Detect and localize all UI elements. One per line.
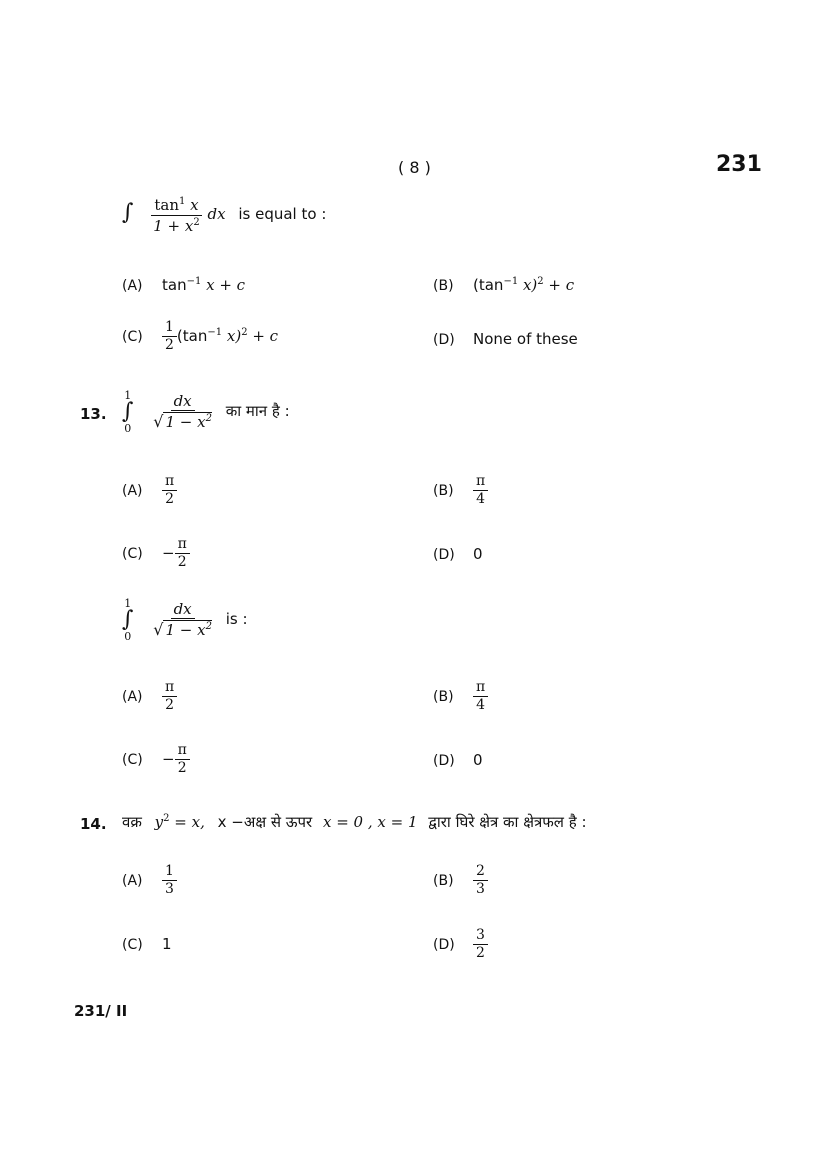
page-number: ( 8 ) bbox=[398, 158, 431, 177]
q12-option-d: (D) None of these bbox=[433, 330, 578, 348]
definite-integral: 1 ∫ 0 bbox=[122, 597, 134, 643]
q13-hindi-option-a: (A) $\frac{\pi}{2}$ bbox=[122, 474, 177, 508]
q12-option-a: (A) $\tan^{-1} x + c$ bbox=[122, 276, 246, 294]
definite-integral: 1 ∫ 0 bbox=[122, 389, 134, 435]
q13-hindi-tail: का मान है : bbox=[225, 402, 290, 420]
q14-option-d: (D) $\frac{3}{2}$ bbox=[433, 928, 488, 962]
q12-option-b: (B) ($\tan^{-1}$ x)$^2$ + c bbox=[433, 276, 575, 294]
q12-option-c: (C) $\frac{1}{2}$ ($\tan^{-1}$ x)$^2$ + c bbox=[122, 319, 279, 354]
q14-option-c: (C) 1 bbox=[122, 935, 172, 953]
q12-english-question bbox=[122, 196, 326, 234]
q14-option-a: (A) $\frac{1}{3}$ bbox=[122, 864, 177, 898]
q14-question: वक्र $y^2 = x$, x −अक्ष से ऊपर x = 0 , x = 1 द्वारा घिरे क्षेत्र का क्षेत्रफल है : bbox=[122, 813, 587, 831]
q13-hindi-option-b: (B) $\frac{\pi}{4}$ bbox=[433, 474, 488, 508]
q13-english-question: 1 ∫ 0 $\frac{dx}{√ 1 - x^2}$ is : bbox=[122, 597, 248, 643]
integral-sign: ∫ bbox=[122, 200, 134, 225]
footer-code: 231/ II bbox=[74, 1002, 128, 1020]
q12-tail: is equal to : bbox=[238, 205, 327, 223]
paper-code: 231 bbox=[716, 152, 762, 177]
q13-hindi-option-c: (C) − $\frac{\pi}{2}$ bbox=[122, 537, 190, 571]
q13-english-option-c: (C) − $\frac{\pi}{2}$ bbox=[122, 743, 190, 777]
q13-hindi-option-d: (D) 0 bbox=[433, 545, 483, 563]
q13-english-option-d: (D) 0 bbox=[433, 751, 483, 769]
q13-english-option-a: (A) $\frac{\pi}{2}$ bbox=[122, 680, 177, 714]
q12-fraction: $\frac{\tan^1 x}{1 + x^2}$ bbox=[153, 196, 200, 235]
q13-number: 13. bbox=[80, 405, 107, 423]
q13-hindi-question: 1 ∫ 0 $\frac{dx}{√ 1 - x^2}$ का मान है : bbox=[122, 389, 290, 435]
q13-english-option-b: (B) $\frac{\pi}{4}$ bbox=[433, 680, 488, 714]
q13-english-tail: is : bbox=[225, 610, 248, 628]
q14-option-b: (B) $\frac{2}{3}$ bbox=[433, 864, 488, 898]
q12-dx: dx bbox=[207, 205, 226, 223]
q14-number: 14. bbox=[80, 815, 107, 833]
